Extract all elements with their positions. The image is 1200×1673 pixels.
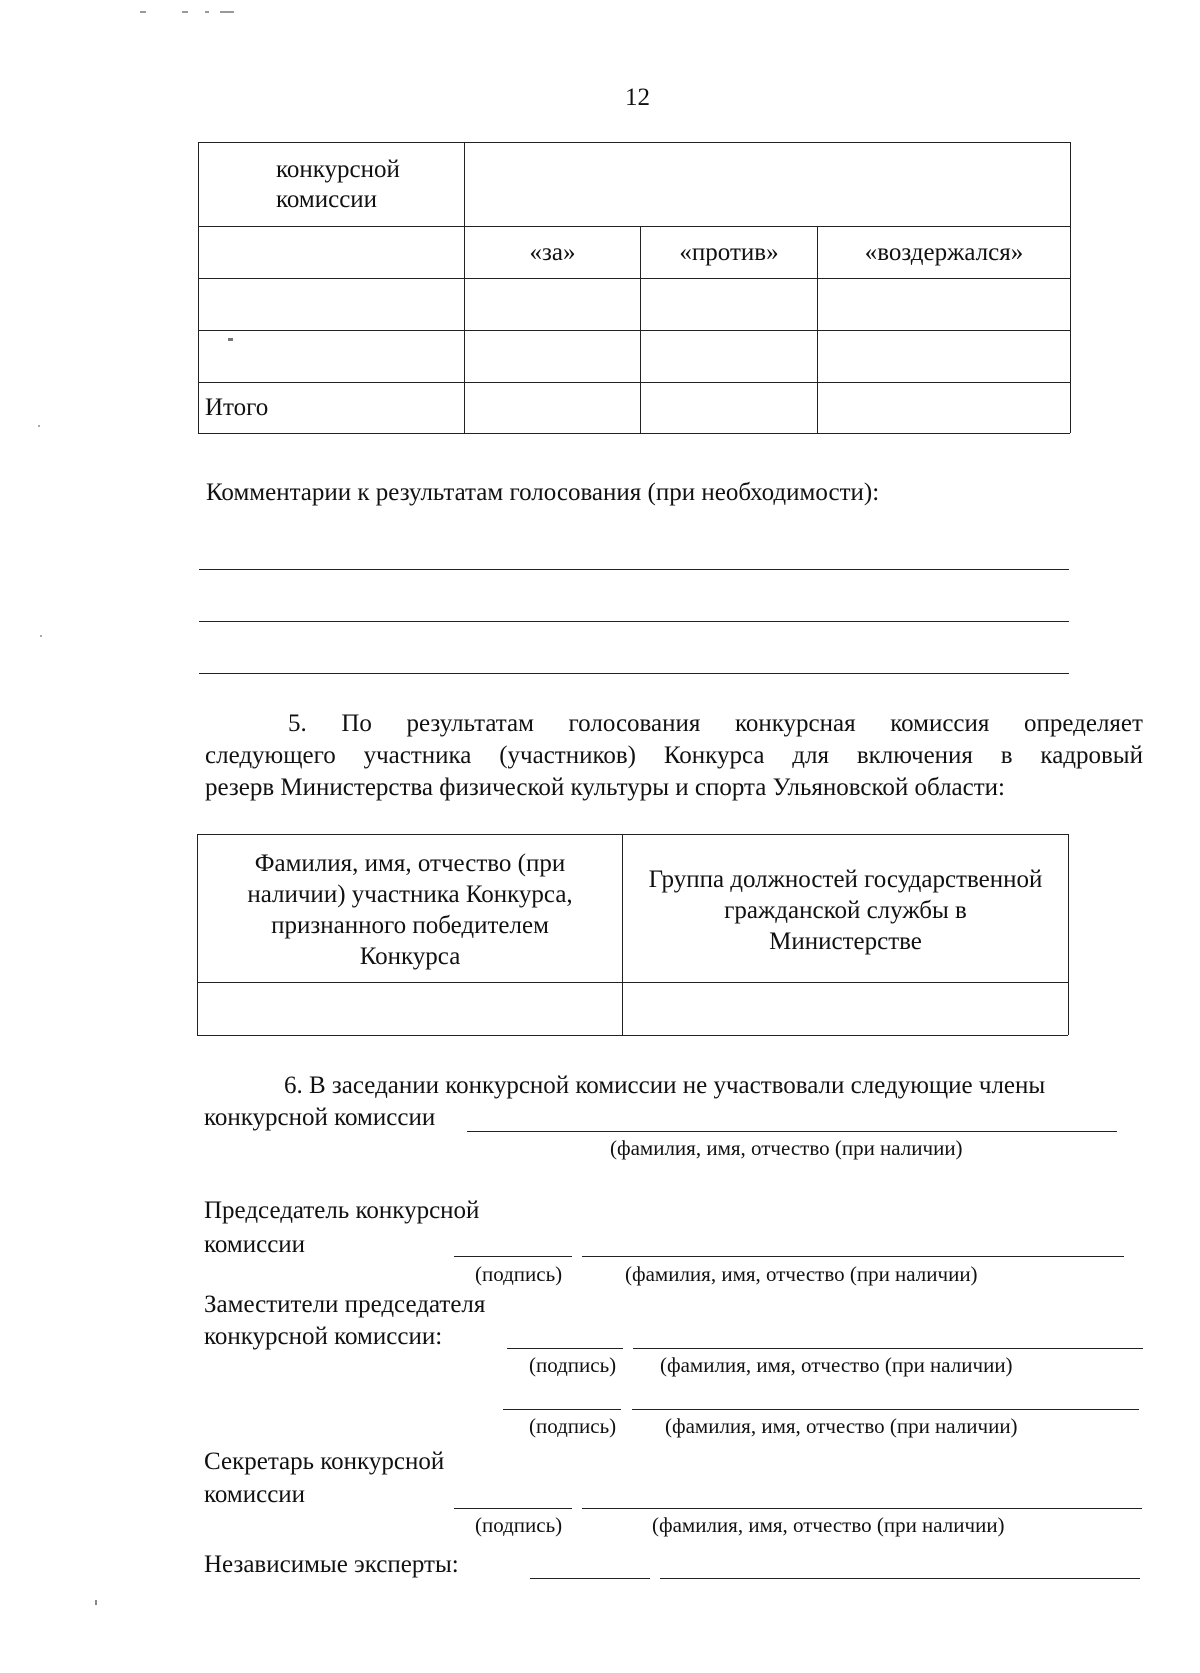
experts-label: Независимые эксперты: bbox=[204, 1551, 459, 1578]
absent-members-line bbox=[467, 1131, 1117, 1132]
secretary-label-line1: Секретарь конкурсной bbox=[204, 1448, 445, 1475]
scan-mark bbox=[38, 425, 40, 427]
secretary-signature-line bbox=[454, 1508, 572, 1509]
item6-line2: конкурсной комиссии bbox=[204, 1104, 436, 1131]
vote-table-row-label: конкурсной комиссии bbox=[276, 156, 400, 213]
word: Конкурса bbox=[663, 742, 765, 769]
deputies-label-line1: Заместители председателя bbox=[204, 1291, 486, 1318]
comment-line bbox=[199, 569, 1069, 570]
page-number: 12 bbox=[625, 84, 650, 111]
signature-caption: (подпись) bbox=[475, 1513, 563, 1537]
vote-table-header-against: «против» bbox=[679, 238, 779, 266]
vote-table-total-label: Итого bbox=[205, 394, 269, 421]
deputy2-signature-line bbox=[503, 1409, 621, 1410]
deputy1-signature-line bbox=[507, 1348, 623, 1349]
word: кадровый bbox=[1040, 742, 1143, 769]
winner-table-header-group: Группа должностей государственной гражданской службы в Министерстве bbox=[648, 866, 1043, 955]
item6-line1: 6. В заседании конкурсной комиссии не участвовали следующие члены bbox=[284, 1072, 1046, 1099]
scan-mark bbox=[205, 11, 209, 13]
deputy2-fio-line bbox=[632, 1409, 1139, 1410]
word: результатам bbox=[406, 710, 534, 737]
word: 5. bbox=[288, 710, 307, 737]
scan-mark bbox=[95, 1600, 97, 1605]
word: голосования bbox=[568, 710, 701, 737]
scan-mark bbox=[140, 11, 146, 13]
comment-line bbox=[199, 621, 1069, 622]
chairman-label-line2: комиссии bbox=[204, 1231, 306, 1258]
winner-table-header-name: Фамилия, имя, отчество (при наличии) участника Конкурса, признанного победителем Конкурса bbox=[247, 850, 573, 970]
word: участника bbox=[363, 742, 472, 769]
word: для bbox=[792, 742, 829, 769]
chairman-fio-line bbox=[582, 1256, 1124, 1257]
secretary-label-line2: комиссии bbox=[204, 1481, 306, 1508]
signature-caption: (подпись) bbox=[475, 1262, 563, 1286]
scan-mark bbox=[228, 338, 233, 341]
comment-line bbox=[199, 673, 1069, 674]
signature-caption: (подпись) bbox=[529, 1353, 617, 1377]
chairman-label-line1: Председатель конкурсной bbox=[204, 1197, 480, 1224]
word: конкурсная bbox=[734, 710, 856, 737]
deputy1-fio-line bbox=[633, 1348, 1143, 1349]
experts-fio-line bbox=[660, 1578, 1140, 1579]
comments-label: Комментарии к результатам голосования (при необходимости): bbox=[206, 479, 880, 506]
word: (участников) bbox=[499, 742, 636, 769]
vote-table-header-for: «за» bbox=[529, 238, 576, 266]
scan-mark bbox=[182, 11, 188, 13]
word: определяет bbox=[1024, 710, 1143, 737]
item5-line3: резерв Министерства физической культуры и спорта Ульяновской области: bbox=[205, 774, 1005, 801]
fio-caption: (фамилия, имя, отчество (при наличии) bbox=[652, 1513, 1005, 1537]
word: в bbox=[1000, 742, 1013, 769]
chairman-signature-line bbox=[454, 1256, 572, 1257]
word: следующего bbox=[205, 742, 336, 769]
word: включения bbox=[856, 742, 973, 769]
signature-caption: (подпись) bbox=[529, 1414, 617, 1438]
fio-caption: (фамилия, имя, отчество (при наличии) bbox=[665, 1414, 1018, 1438]
word: комиссия bbox=[890, 710, 990, 737]
scan-mark bbox=[220, 11, 234, 13]
item5-line2 bbox=[205, 741, 1143, 771]
fio-caption: (фамилия, имя, отчество (при наличии) bbox=[625, 1262, 978, 1286]
experts-signature-line bbox=[530, 1578, 650, 1579]
vote-table-header-abstain: «воздержался» bbox=[864, 238, 1024, 266]
word: По bbox=[341, 710, 372, 737]
deputies-label-line2: конкурсной комиссии: bbox=[204, 1323, 443, 1350]
fio-caption: (фамилия, имя, отчество (при наличии) bbox=[610, 1136, 963, 1160]
item5-line1 bbox=[288, 709, 1143, 739]
secretary-fio-line bbox=[582, 1508, 1142, 1509]
fio-caption: (фамилия, имя, отчество (при наличии) bbox=[660, 1353, 1013, 1377]
scan-mark bbox=[40, 635, 42, 637]
